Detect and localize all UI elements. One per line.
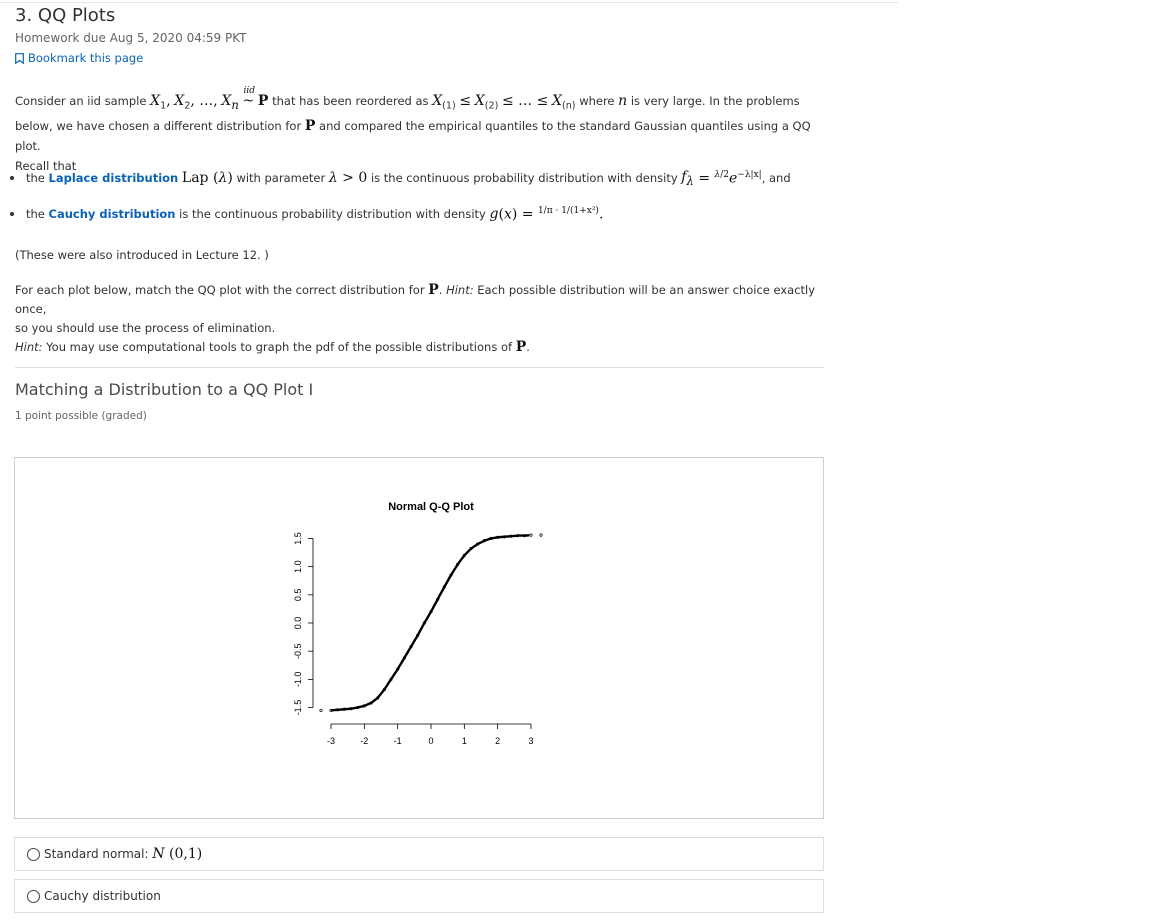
x-tick-label: 2 [495,736,501,746]
x-tick-label: -2 [360,736,369,746]
x-tick-label: 3 [528,736,534,746]
choice-cauchy[interactable] [14,879,824,913]
qq-point [540,534,542,536]
bookmark-label: Bookmark this page [28,51,144,65]
laplace-bullet: the Laplace distribution Lap (λ) with parameter λ > 0 is the continuous probability distribution with density $f_\lambda$ = $^{\lambda/2}e^{-\lambda|x|}$ , and [10,169,791,188]
x-tick-label: -1 [393,736,402,746]
problem-points: 1 point possible (graded) [15,410,147,422]
qq-point [530,534,532,536]
qq-plot-container [14,457,824,819]
y-tick-label: 0.5 [293,588,303,602]
y-tick-label: -1.5 [293,699,303,716]
qq-plot [15,458,823,818]
choice-standard-normal[interactable]: Standard normal: N (0,1) [14,837,824,871]
laplace-link[interactable]: Laplace distribution [48,171,179,186]
instructions: For each plot below, match the QQ plot with the correct distribution for P. Hint: Each possible distribution will be an answer choice exactly once, so you should use the process of elimination. Hint: You may use computational tools to graph the pdf of the possible distributions of P. [15,282,816,355]
qq-curve [331,535,529,710]
cauchy-link[interactable]: Cauchy distribution [48,207,176,222]
bookmark-icon [15,53,24,64]
y-tick-label: 1.0 [293,560,303,573]
top-divider [0,2,898,3]
lecture-note: (These were also introduced in Lecture 12. ) [15,248,269,262]
y-tick-label: 1.5 [293,532,303,545]
y-tick-label: -1.0 [293,671,303,688]
qq-point [320,709,322,711]
choice-label: Standard normal: [44,847,149,861]
x-tick-label: 0 [428,736,434,746]
bookmark-button[interactable] [15,51,143,65]
radio-cauchy[interactable] [27,890,40,903]
y-tick-label: -0.5 [293,643,303,659]
problem-title: Matching a Distribution to a QQ Plot I [15,380,314,399]
due-date: Homework due Aug 5, 2020 04:59 PKT [15,31,247,45]
cauchy-bullet: the Cauchy distribution is the continuous probability distribution with density g (x) = $^{1/\pi \cdot 1/(1+x^2)}$. [10,206,603,223]
intro-paragraph: Consider an iid sample $X_1$, $X_2$, …, $X_n$ iid ~ P that has been reordered as $X_{(1)} \le X_{(2)}$ ≤ … ≤ $X_{(n)}$ where n is very large. In the problems below, we have chosen a different distribution for P and compared the empirical quantiles to the standard Gaussian quantiles using a QQ plot. Recall that [15,86,811,174]
x-tick-label: -3 [326,736,336,746]
section-divider [15,367,824,368]
choice-label: Cauchy distribution [44,889,161,903]
x-tick-label: 1 [461,736,467,746]
radio-standard-normal[interactable] [27,848,40,861]
y-tick-label: 0.0 [293,616,303,630]
chart-title: Normal Q-Q Plot [388,501,474,513]
page-title: 3. QQ Plots [15,5,116,26]
